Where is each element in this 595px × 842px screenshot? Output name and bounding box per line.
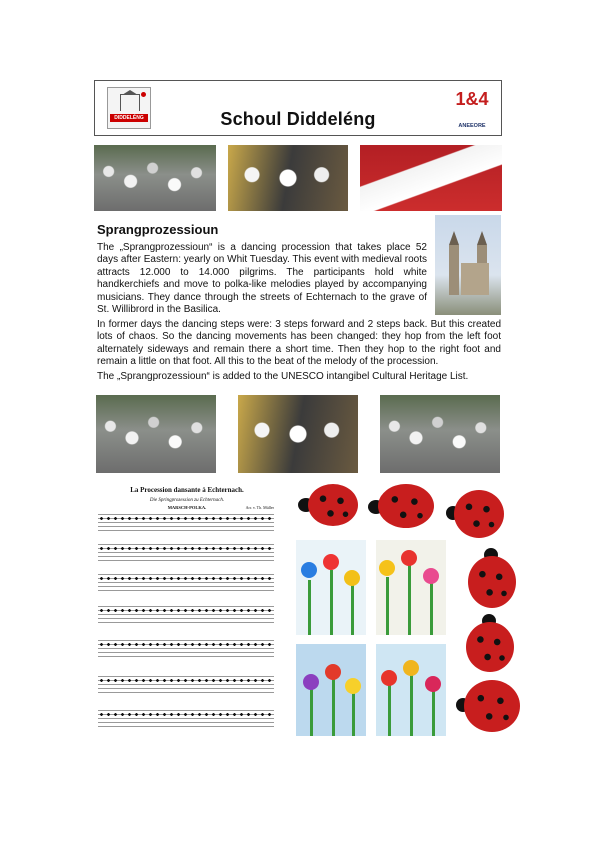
flower-stem <box>432 686 435 736</box>
flower-blue <box>301 562 317 578</box>
sheet-music-piece: MARSCH-POLKA. <box>167 505 207 510</box>
header-box <box>94 80 502 136</box>
flower-pink <box>423 568 439 584</box>
flower-yellow <box>379 560 395 576</box>
photo-brass-band <box>228 145 348 211</box>
ladybug-body <box>378 484 434 528</box>
flower-red <box>401 550 417 566</box>
flower-stem <box>408 565 411 635</box>
sheet-music-title: La Procession dansante à Echternach. <box>130 486 244 494</box>
ladybug-icon <box>368 482 436 530</box>
staff-notes <box>98 544 274 564</box>
flower-stem <box>310 686 313 736</box>
paragraph-steps: In former days the dancing steps were: 3 steps forward and 2 steps back. But this created lots of chaos. So the dancing movements has been changed: they hop from the left foot alternately sideways and remain there a short time. Then they hop to the right foot and remain a little on that foot. All this to the beat of the melody of the procession. <box>97 319 501 368</box>
basilica-nave <box>461 263 489 295</box>
flower-yellow <box>345 678 361 694</box>
photo-procession-crowd <box>96 395 216 473</box>
staff-notes <box>98 514 274 534</box>
ladybug-body <box>308 484 358 526</box>
photo-handkerchief <box>360 145 502 211</box>
sheet-music <box>94 484 280 740</box>
staff-notes <box>98 606 274 626</box>
staff-notes <box>98 574 274 594</box>
ladybug-body <box>466 622 514 672</box>
flower-pink <box>425 676 441 692</box>
artwork-flowers-1 <box>296 540 366 635</box>
flower-stem <box>352 688 355 736</box>
sheet-music-arranger: Arr. v. Th. Müller <box>245 505 274 510</box>
logo-number-b: & <box>465 89 479 109</box>
section-title: Sprangprozessioun <box>97 222 219 237</box>
photo-basilica <box>435 215 501 315</box>
photo-musicians <box>238 395 358 473</box>
ladybug-icon <box>456 676 522 734</box>
ladybug-body <box>454 490 504 538</box>
flower-stem <box>430 583 433 635</box>
flower-red <box>325 664 341 680</box>
flower-stem <box>332 676 335 736</box>
artwork-flowers-4 <box>376 644 446 736</box>
logo-number-c: 4 <box>478 89 489 109</box>
flower-yellow <box>344 570 360 586</box>
flower-stem <box>308 580 311 635</box>
ladybug-icon <box>446 488 506 540</box>
flower-stem <box>386 577 389 635</box>
flower-stem <box>330 570 333 635</box>
ladybug-body <box>468 556 516 608</box>
flower-stem <box>388 681 391 736</box>
ladybug-icon <box>464 548 520 608</box>
page-title: Schoul Diddeléng <box>220 109 376 129</box>
staff-notes <box>98 710 274 730</box>
spire-left <box>449 231 459 245</box>
artwork-flowers-2 <box>376 540 446 635</box>
artwork-flowers-3 <box>296 644 366 736</box>
paragraph-intro: The „Sprangprozessioun“ is a dancing procession that takes place 52 days after Eastern: yearly on Whit Tuesday. This event with medieval roots attracts 12.000 to 14.000 pilgrims. The participants hold white handkerchiefs and move to polka-like melodies played by accompanying musicians. They dance through the streets of Echternach to the grave of St. Willibrord in the Basilica. <box>97 242 427 316</box>
paragraph-unesco: The „Sprangprozessioun“ is added to the UNESCO intangibel Cultural Heritage List. <box>97 371 469 382</box>
tower-left <box>449 245 459 295</box>
photo-pilgrims <box>380 395 500 473</box>
flower-stem <box>410 674 413 736</box>
logo-number-a: 1 <box>455 89 466 109</box>
sheet-music-subtitle: Die Springprozession zu Echternach. <box>149 498 225 503</box>
staff-notes <box>98 676 274 696</box>
flower-stem <box>351 585 354 635</box>
anniversary-logo <box>455 87 489 129</box>
ladybug-icon <box>462 614 518 672</box>
flower-purple <box>303 674 319 690</box>
staff-notes <box>98 640 274 660</box>
flower-red <box>381 670 397 686</box>
logo-number <box>455 89 489 110</box>
ladybug-icon <box>298 482 360 528</box>
logo-label: ANEEORE <box>458 123 486 129</box>
spire-right <box>477 231 487 245</box>
flower-orange <box>403 660 419 676</box>
photo-dancers-street <box>94 145 216 211</box>
logo-text: DIDDELÉNG <box>110 114 148 122</box>
ladybug-body <box>464 680 520 732</box>
flower-red <box>323 554 339 570</box>
